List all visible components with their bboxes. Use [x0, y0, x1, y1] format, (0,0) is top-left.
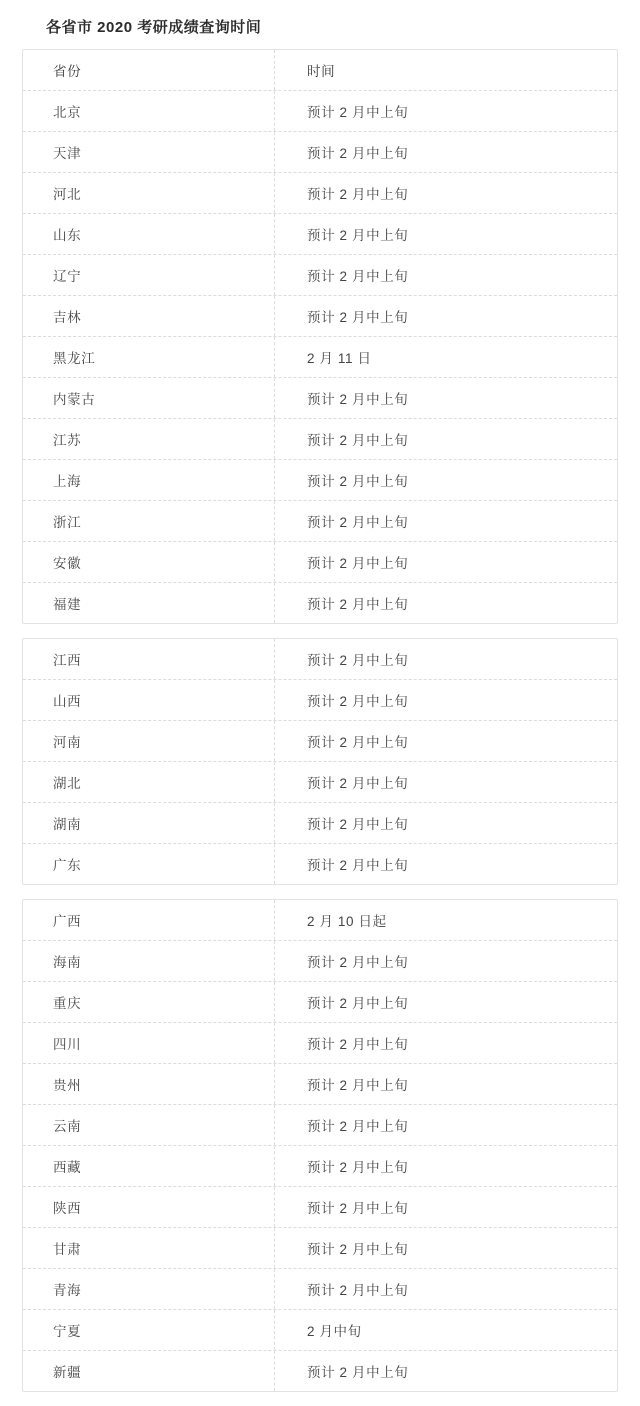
cell-time: 预计 2 月中上旬	[307, 1037, 409, 1052]
cell-time: 预计 2 月中上旬	[307, 269, 409, 284]
table-row	[23, 501, 617, 542]
table-row	[23, 91, 617, 132]
table-row	[23, 337, 617, 378]
table-row	[23, 803, 617, 844]
table-row	[23, 132, 617, 173]
table-row	[23, 639, 617, 680]
table-row	[23, 1310, 617, 1351]
cell-time: 预计 2 月中上旬	[307, 433, 409, 448]
table-row	[23, 583, 617, 623]
cell-province: 山东	[23, 214, 275, 254]
column-header-province: 省份	[23, 50, 275, 90]
table-row	[23, 296, 617, 337]
table-row	[23, 1023, 617, 1064]
cell-time: 预计 2 月中上旬	[307, 597, 409, 612]
cell-time: 预计 2 月中上旬	[307, 556, 409, 571]
cell-time: 预计 2 月中上旬	[307, 776, 409, 791]
table-row	[23, 173, 617, 214]
cell-province: 安徽	[23, 542, 275, 582]
table-row	[23, 1105, 617, 1146]
cell-province: 广西	[23, 900, 275, 940]
table-row	[23, 460, 617, 501]
score-query-time-table	[0, 49, 640, 1392]
cell-time: 预计 2 月中上旬	[307, 735, 409, 750]
cell-province: 西藏	[23, 1146, 275, 1186]
table-row	[23, 1187, 617, 1228]
cell-province: 四川	[23, 1023, 275, 1063]
table-row	[23, 982, 617, 1023]
cell-time: 预计 2 月中上旬	[307, 228, 409, 243]
table-row	[23, 721, 617, 762]
cell-province: 贵州	[23, 1064, 275, 1104]
cell-time: 2 月 11 日	[307, 351, 372, 366]
column-header-time: 时间	[307, 64, 336, 79]
cell-time: 预计 2 月中上旬	[307, 474, 409, 489]
cell-time: 2 月 10 日起	[307, 914, 387, 929]
cell-province: 重庆	[23, 982, 275, 1022]
table-row	[23, 1228, 617, 1269]
cell-province: 天津	[23, 132, 275, 172]
table-row	[23, 900, 617, 941]
cell-province: 海南	[23, 941, 275, 981]
cell-time: 2 月中旬	[307, 1324, 362, 1339]
cell-time: 预计 2 月中上旬	[307, 996, 409, 1011]
table-row	[23, 844, 617, 884]
cell-time: 预计 2 月中上旬	[307, 694, 409, 709]
table-row	[23, 378, 617, 419]
cell-province: 甘肃	[23, 1228, 275, 1268]
cell-province: 北京	[23, 91, 275, 131]
table-row	[23, 762, 617, 803]
cell-time: 预计 2 月中上旬	[307, 858, 409, 873]
cell-province: 新疆	[23, 1351, 275, 1391]
cell-province: 青海	[23, 1269, 275, 1309]
cell-time: 预计 2 月中上旬	[307, 1242, 409, 1257]
cell-province: 浙江	[23, 501, 275, 541]
cell-time: 预计 2 月中上旬	[307, 1119, 409, 1134]
cell-province: 山西	[23, 680, 275, 720]
cell-time: 预计 2 月中上旬	[307, 1078, 409, 1093]
table-block	[22, 899, 618, 1392]
cell-time: 预计 2 月中上旬	[307, 310, 409, 325]
cell-province: 陕西	[23, 1187, 275, 1227]
table-row	[23, 941, 617, 982]
cell-time: 预计 2 月中上旬	[307, 105, 409, 120]
cell-time: 预计 2 月中上旬	[307, 1365, 409, 1380]
cell-time: 预计 2 月中上旬	[307, 955, 409, 970]
table-row	[23, 1146, 617, 1187]
cell-province: 黑龙江	[23, 337, 275, 377]
table-row	[23, 1351, 617, 1391]
cell-province: 宁夏	[23, 1310, 275, 1350]
table-header-row	[23, 50, 617, 91]
cell-province: 上海	[23, 460, 275, 500]
cell-province: 河南	[23, 721, 275, 761]
cell-province: 湖南	[23, 803, 275, 843]
cell-province: 江苏	[23, 419, 275, 459]
cell-province: 江西	[23, 639, 275, 679]
cell-time: 预计 2 月中上旬	[307, 146, 409, 161]
table-row	[23, 1064, 617, 1105]
table-row	[23, 255, 617, 296]
cell-province: 广东	[23, 844, 275, 884]
cell-time: 预计 2 月中上旬	[307, 653, 409, 668]
cell-province: 内蒙古	[23, 378, 275, 418]
cell-time: 预计 2 月中上旬	[307, 187, 409, 202]
cell-province: 辽宁	[23, 255, 275, 295]
cell-province: 吉林	[23, 296, 275, 336]
table-row	[23, 680, 617, 721]
table-row	[23, 1269, 617, 1310]
table-block	[22, 638, 618, 885]
table-block	[22, 49, 618, 624]
cell-time: 预计 2 月中上旬	[307, 1283, 409, 1298]
cell-time: 预计 2 月中上旬	[307, 1201, 409, 1216]
table-row	[23, 542, 617, 583]
cell-time: 预计 2 月中上旬	[307, 515, 409, 530]
cell-time: 预计 2 月中上旬	[307, 392, 409, 407]
cell-province: 河北	[23, 173, 275, 213]
table-row	[23, 419, 617, 460]
cell-time: 预计 2 月中上旬	[307, 817, 409, 832]
cell-province: 云南	[23, 1105, 275, 1145]
table-row	[23, 214, 617, 255]
cell-province: 福建	[23, 583, 275, 623]
page-title: 各省市 2020 考研成绩查询时间	[46, 19, 262, 36]
cell-time: 预计 2 月中上旬	[307, 1160, 409, 1175]
cell-province: 湖北	[23, 762, 275, 802]
